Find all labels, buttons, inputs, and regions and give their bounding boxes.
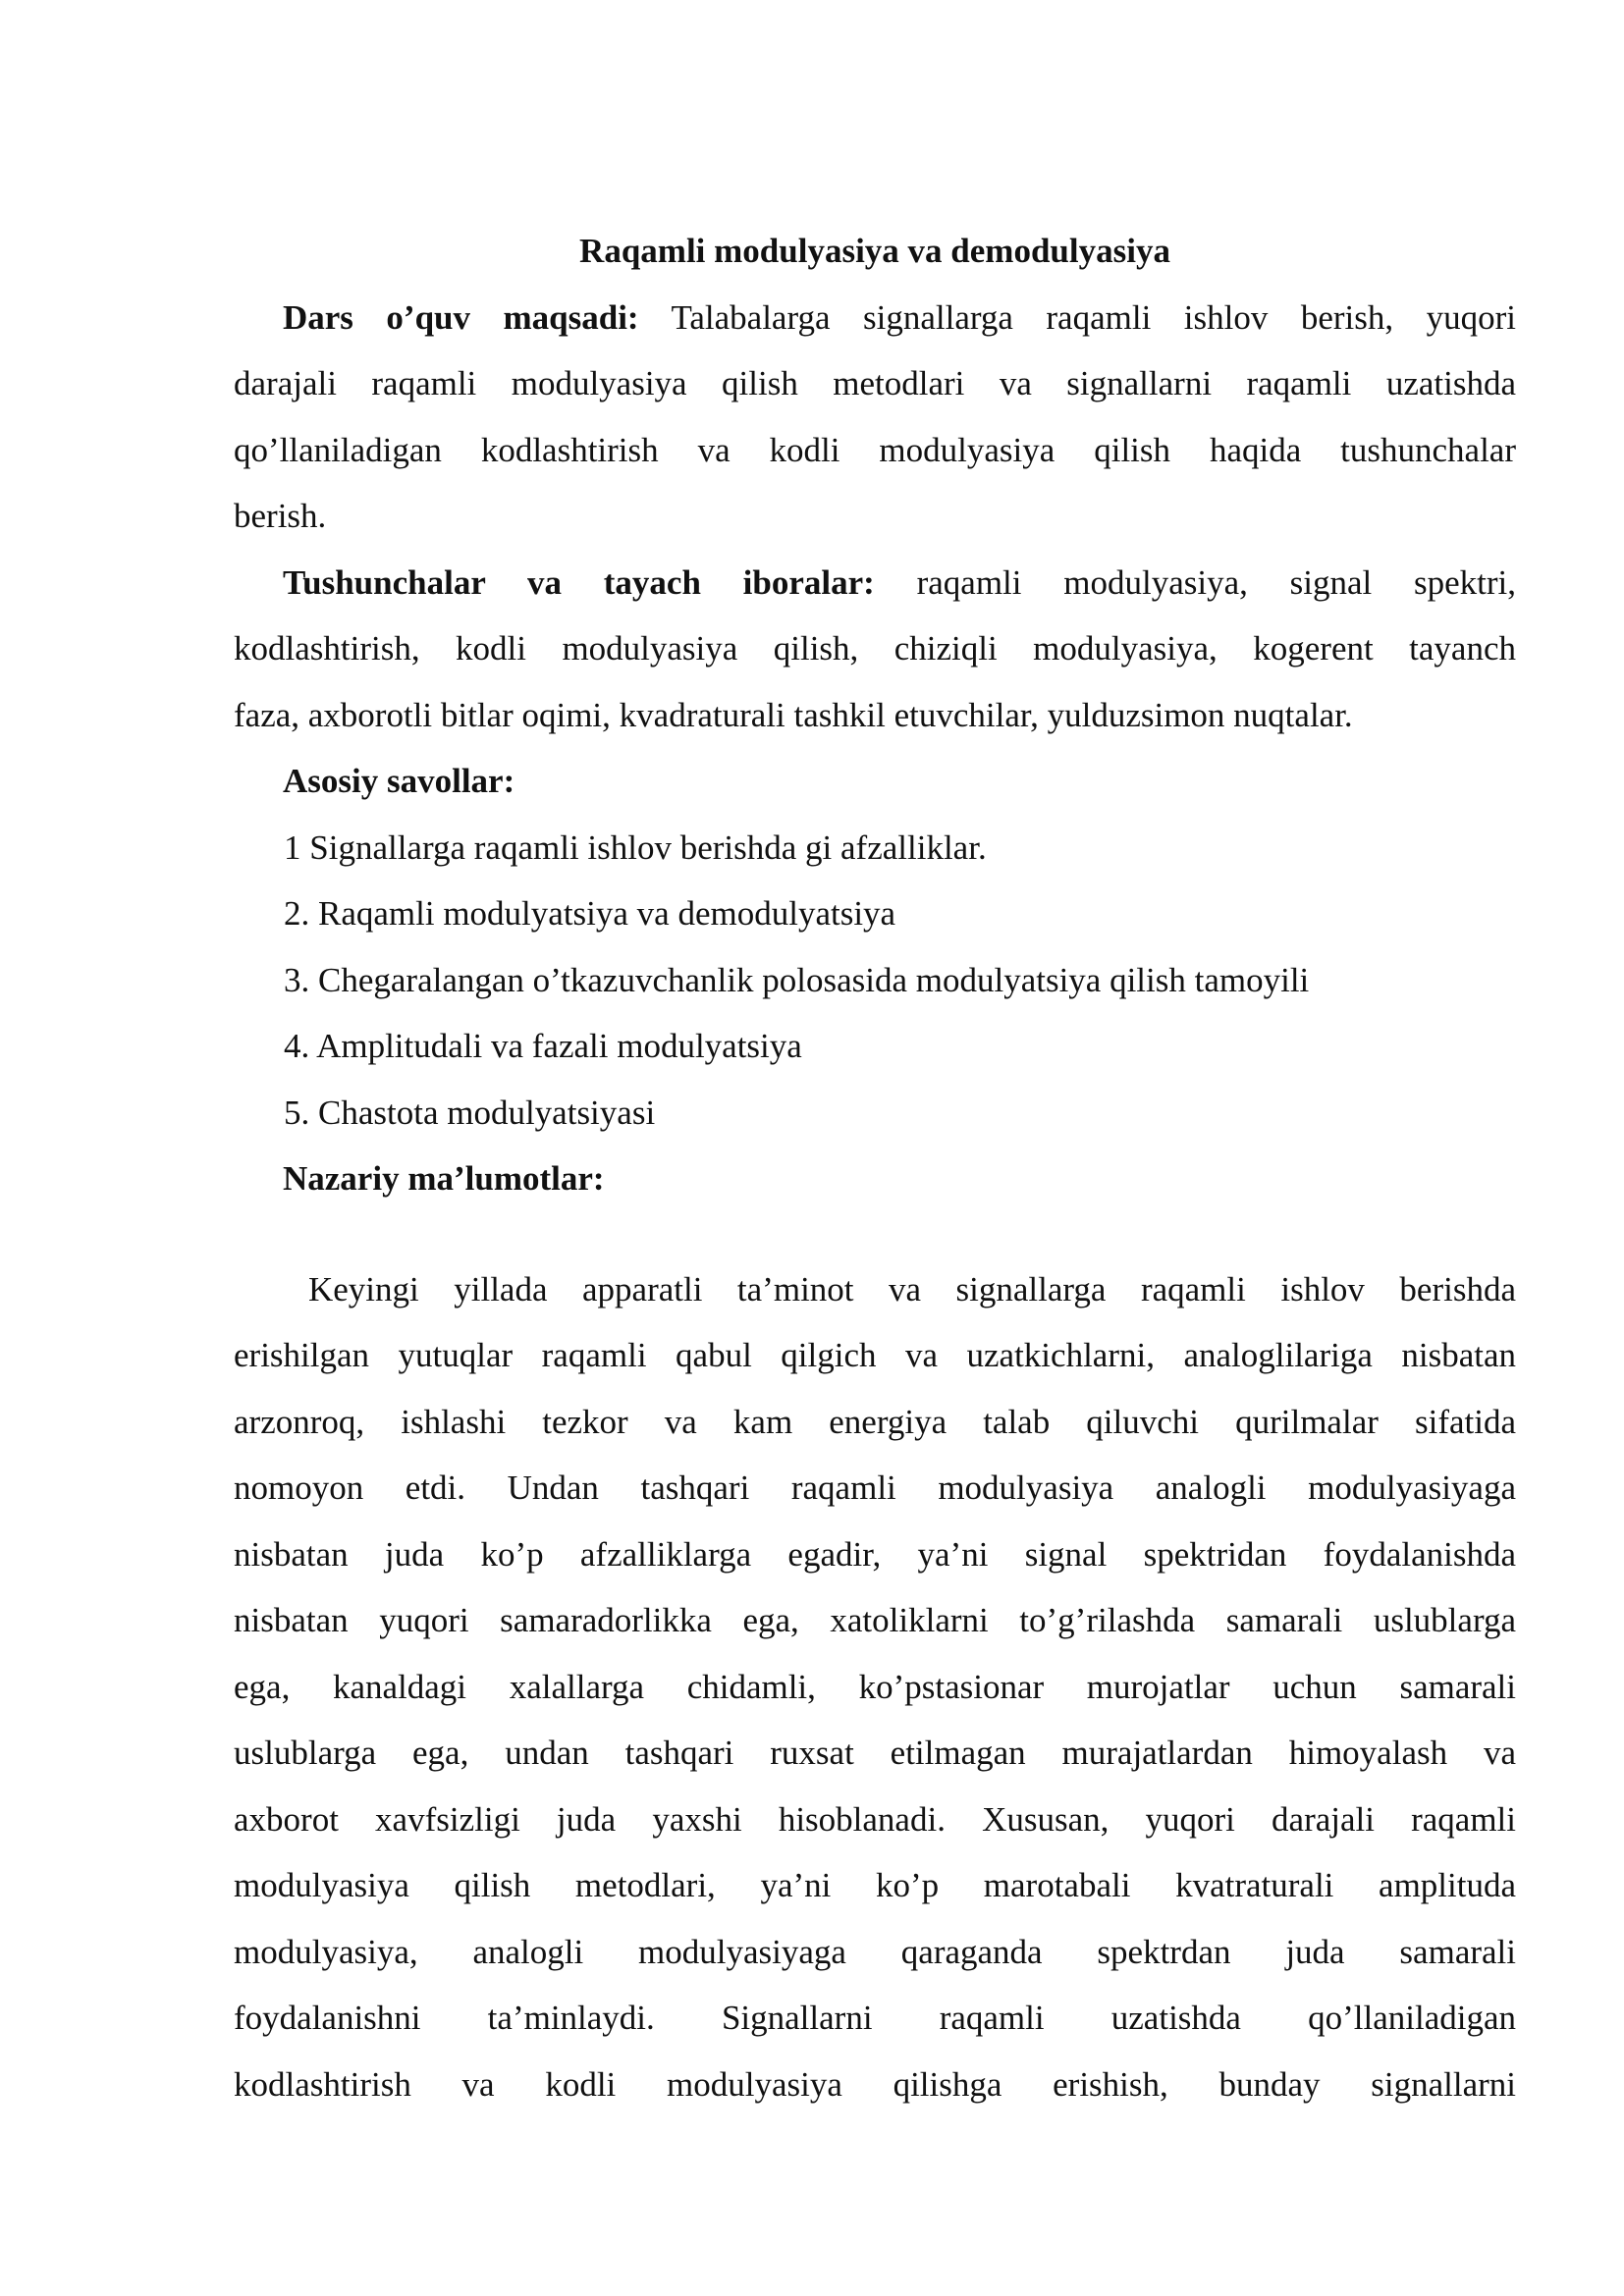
theory-line: nomoyon etdi. Undan tashqari raqamli modulyasiya analogli modulyasiyaga (234, 1468, 1516, 1507)
goal-line: berish. (234, 497, 327, 535)
concepts-first-line (234, 550, 1516, 616)
theory-line: modulyasiya qilish metodlari, ya’ni ko’p marotabali kvatraturali amplituda (234, 1866, 1516, 1904)
theory-line: erishilgan yutuqlar raqamli qabul qilgich va uzatkichlarni, analoglilariga nisbatan (234, 1336, 1516, 1374)
questions-heading (234, 748, 1516, 815)
goal-paragraph (234, 285, 1516, 550)
question-item: 1 Signallarga raqamli ishlov berishda gi afzalliklar. (284, 828, 987, 867)
theory-line: ega, kanaldagi xalallarga chidamli, ko’pstasionar murojatlar uchun samarali (234, 1667, 1516, 1706)
goal-line: darajali raqamli modulyasiya qilish metodlari va signallarni raqamli uzatishda (234, 364, 1516, 402)
question-item: 2. Raqamli modulyatsiya va demodulyatsiya (284, 894, 896, 933)
theory-line: nisbatan juda ko’p afzalliklarga egadir, ya’ni signal spektridan foydalanishda (234, 1534, 1516, 1574)
question-item: 5. Chastota modulyatsiyasi (284, 1093, 656, 1132)
theory-paragraph (234, 1256, 1516, 2118)
theory-line: nisbatan yuqori samaradorlikka ega, xatoliklarni to’g’rilashda samarali uslublarga (234, 1601, 1516, 1639)
goal-line: Talabalarga signallarga raqamli ishlov berish, yuqori (671, 297, 1516, 337)
concepts-line: kodlashtirish, kodli modulyasiya qilish, chiziqli modulyasiya, kogerent tayanch (234, 629, 1516, 667)
document-title: Raqamli modulyasiya va demodulyasiya (579, 232, 1170, 270)
question-item: 4. Amplitudali va fazali modulyatsiya (284, 1027, 802, 1065)
questions-list (234, 815, 1516, 1147)
concepts-paragraph (234, 550, 1516, 749)
section-gap (234, 1212, 1516, 1256)
concepts-line: faza, axborotli bitlar oqimi, kvadraturali tashkil etuvchilar, yulduzsimon nuqtalar. (234, 695, 1353, 734)
questions-heading-text: Asosiy savollar: (283, 762, 515, 800)
theory-line: kodlashtirish va kodli modulyasiya qilishga erishish, bunday signallarni (234, 2064, 1516, 2104)
theory-line: arzonroq, ishlashi tezkor va kam energiya talab qiluvchi qurilmalar sifatida (234, 1402, 1516, 1441)
document-page (234, 218, 1516, 2117)
theory-heading (234, 1146, 1516, 1212)
concepts-label: Tushunchalar va tayach iboralar: (283, 562, 875, 602)
goal-label: Dars o’quv maqsadi: (283, 297, 639, 337)
theory-heading-text: Nazariy ma’lumotlar: (283, 1159, 605, 1198)
theory-line: modulyasiya, analogli modulyasiyaga qaraganda spektrdan juda samarali (234, 1932, 1516, 1971)
theory-line: uslublarga ega, undan tashqari ruxsat etilmagan murajatlardan himoyalash va (234, 1734, 1516, 1772)
theory-line: axborot xavfsizligi juda yaxshi hisoblanadi. Xususan, yuqori darajali raqamli (234, 1799, 1516, 1839)
concepts-line: raqamli modulyasiya, signal spektri, (916, 562, 1516, 602)
goal-first-line (234, 285, 1516, 351)
theory-line: Keyingi yillada apparatli ta’minot va signallarga raqamli ishlov berishda (308, 1269, 1516, 1308)
question-item: 3. Chegaralangan o’tkazuvchanlik polosasida modulyatsiya qilish tamoyili (284, 960, 1310, 999)
theory-line: foydalanishni ta’minlaydi. Signallarni raqamli uzatishda qo’llaniladigan (234, 1999, 1516, 2037)
goal-line: qo’llaniladigan kodlashtirish va kodli modulyasiya qilish haqida tushunchalar (234, 430, 1516, 469)
